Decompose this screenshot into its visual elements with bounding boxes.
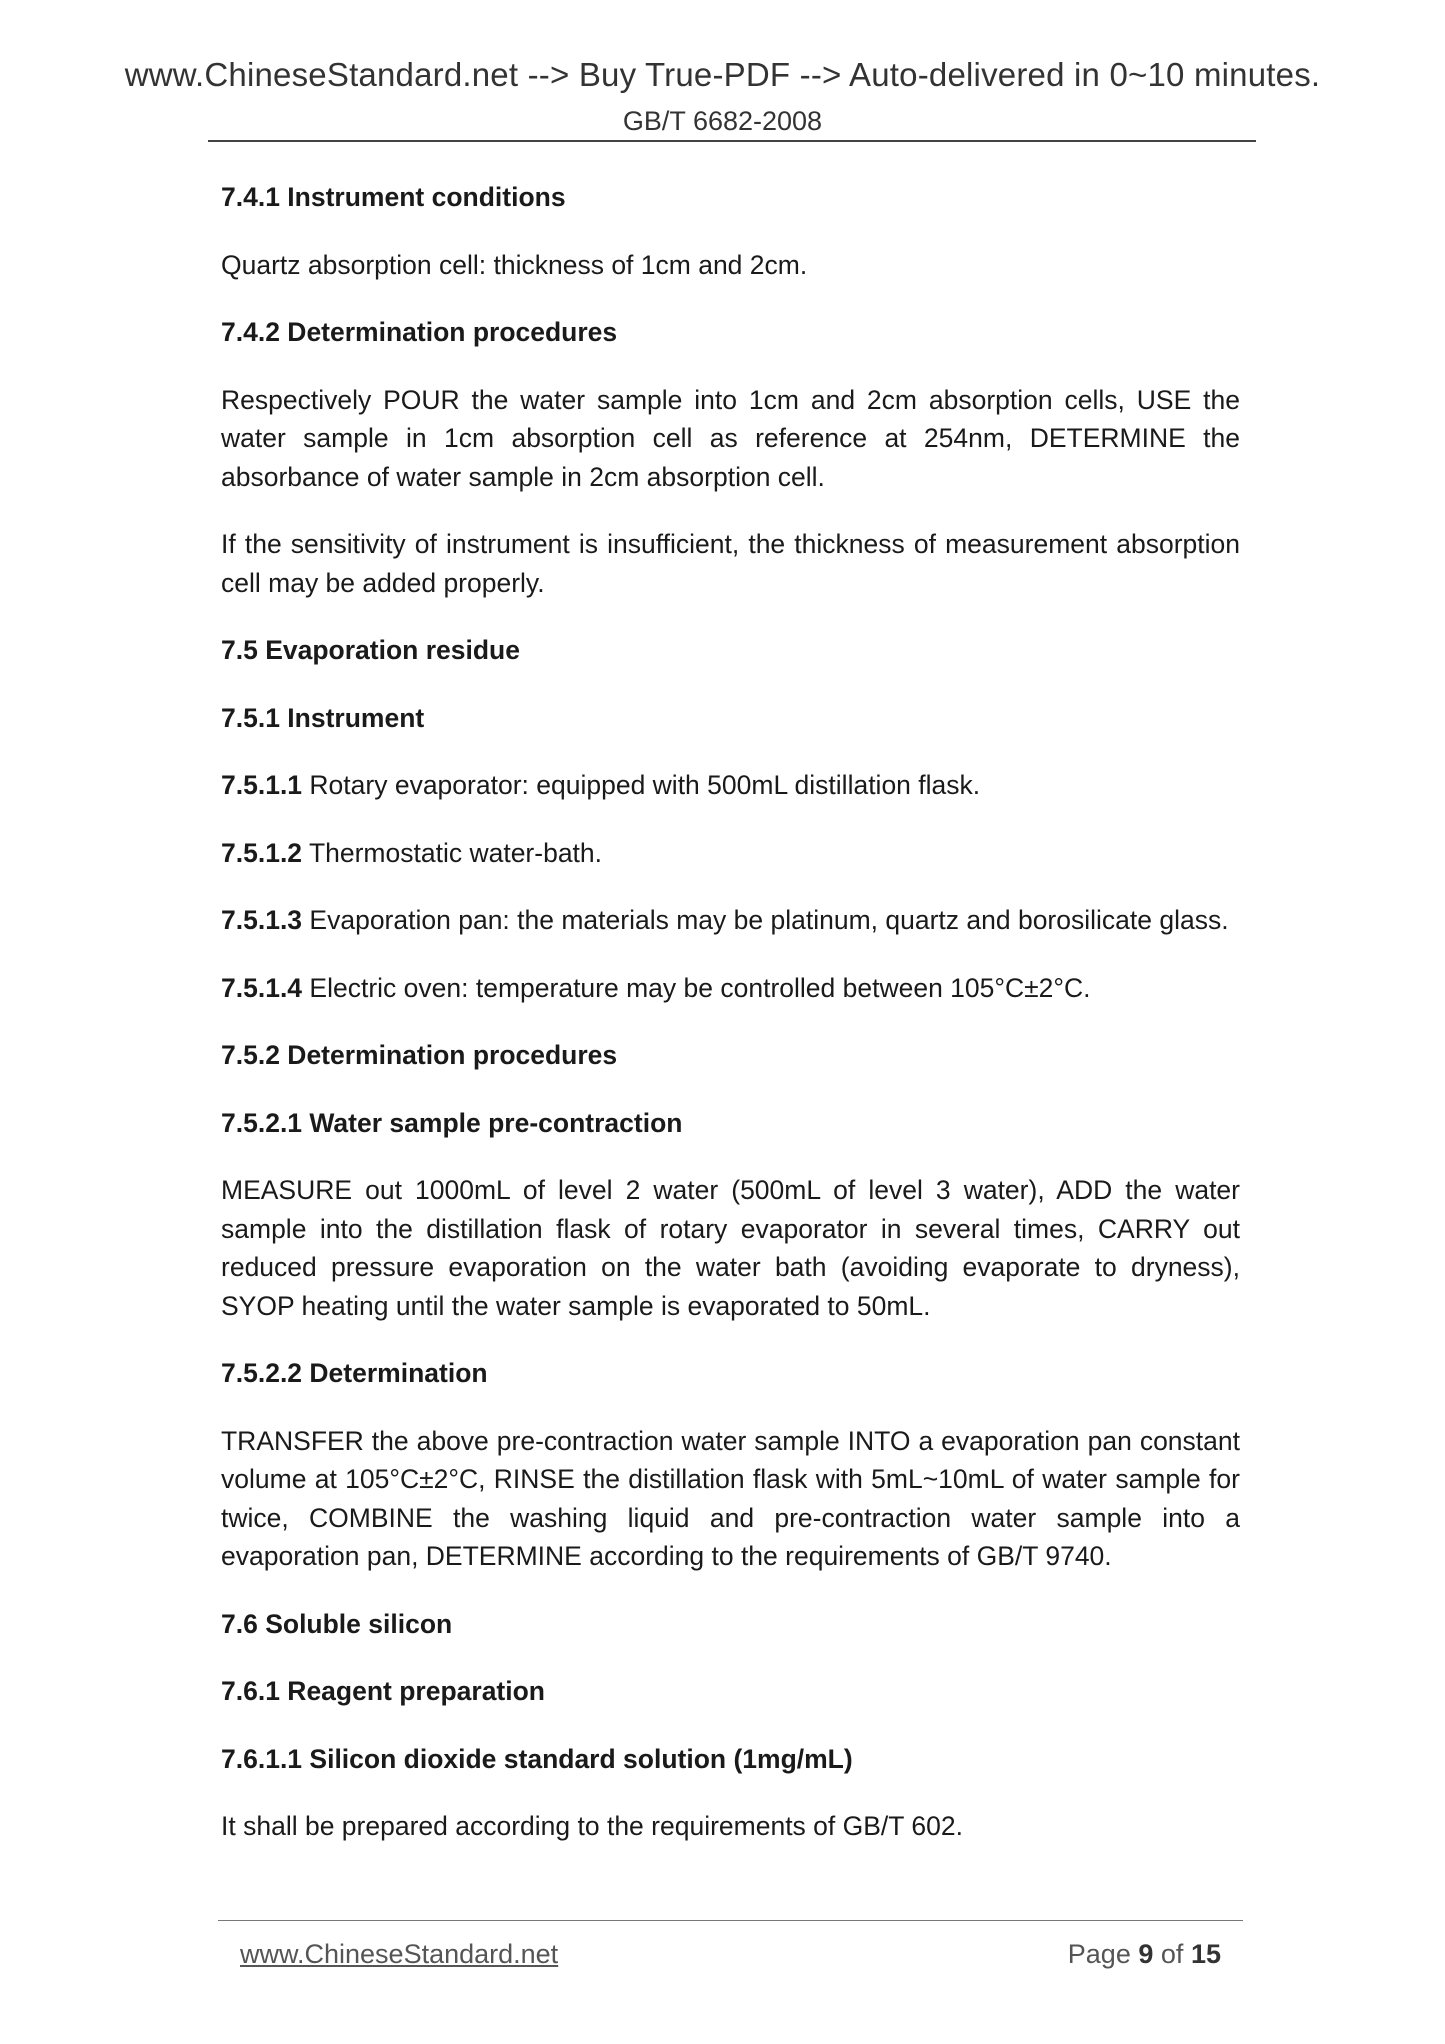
header-divider <box>208 140 1256 142</box>
clause-text: Electric oven: temperature may be controlled between 105°C±2°C. <box>309 972 1091 1003</box>
paragraph: If the sensitivity of instrument is insufficient, the thickness of measurement absorption cell may be added properly. <box>221 529 1240 598</box>
page-word: Page <box>1067 1939 1131 1969</box>
paragraph: MEASURE out 1000mL of level 2 water (500mL of level 3 water), ADD the water sample into the distillation flask of rotary evaporator in several times, CARRY out reduced pressure evaporation on the water bath (avoiding evaporate to dryness), SYOP heating until the water sample is evaporated to 50mL. <box>221 1175 1240 1321</box>
section-heading-7-5-2-1: 7.5.2.1 Water sample pre-contraction <box>221 1107 683 1138</box>
paragraph: Quartz absorption cell: thickness of 1cm and 2cm. <box>221 249 808 280</box>
clause-text: Rotary evaporator: equipped with 500mL distillation flask. <box>309 770 981 800</box>
section-heading-7-5-2: 7.5.2 Determination procedures <box>221 1040 618 1070</box>
paragraph: TRANSFER the above pre-contraction water sample INTO a evaporation pan constant volume at 105°C±2°C, RINSE the distillation flask with 5mL~10mL of water sample for twice, COMBINE the washing liquid and pre-contraction water sample into a evaporation pan, DETERMINE according to the requirements of GB/T 9740. <box>221 1425 1240 1571</box>
clause-text: Thermostatic water-bath. <box>308 837 603 868</box>
clause-number: 7.5.1.2 <box>221 837 303 868</box>
clause-text: Evaporation pan: the materials may be platinum, quartz and borosilicate glass. <box>309 905 1229 935</box>
section-heading-7-5-2-2: 7.5.2.2 Determination <box>221 1358 488 1388</box>
page-total: 15 <box>1190 1939 1221 1969</box>
section-heading-7-5-1: 7.5.1 Instrument <box>221 702 425 733</box>
clause-7-5-1-3 <box>221 901 1240 940</box>
section-heading-7-5: 7.5 Evaporation residue <box>221 635 520 665</box>
clause-number: 7.5.1.1 <box>221 770 303 800</box>
document-body <box>221 178 1240 1875</box>
paragraph: Respectively POUR the water sample into 1cm and 2cm absorption cells, USE the water sample in 1cm absorption cell as reference at 254nm, DETERMINE the absorbance of water sample in 2cm absorption cell. <box>221 384 1240 492</box>
section-heading-7-6: 7.6 Soluble silicon <box>221 1608 453 1639</box>
clause-7-5-1-4 <box>221 969 1240 1008</box>
paragraph: It shall be prepared according to the requirements of GB/T 602. <box>221 1811 963 1841</box>
section-heading-7-4-1: 7.4.1 Instrument conditions <box>221 182 566 212</box>
page-of: of <box>1160 1939 1184 1969</box>
clause-number: 7.5.1.3 <box>221 905 303 935</box>
section-heading-7-4-2: 7.4.2 Determination procedures <box>221 317 618 347</box>
header-banner[interactable]: www.ChineseStandard.net --> Buy True-PDF --> Auto-delivered in 0~10 minutes. <box>124 56 1321 93</box>
section-heading-7-6-1-1: 7.6.1.1 Silicon dioxide standard solution (1mg/mL) <box>221 1743 853 1774</box>
footer-divider <box>218 1920 1243 1921</box>
section-heading-7-6-1: 7.6.1 Reagent preparation <box>221 1676 545 1706</box>
page-current: 9 <box>1138 1939 1154 1969</box>
page-indicator <box>1068 1939 1221 1970</box>
footer-link[interactable]: www.ChineseStandard.net <box>240 1939 559 1969</box>
clause-number: 7.5.1.4 <box>221 972 303 1003</box>
clause-7-5-1-2 <box>221 834 1240 873</box>
clause-7-5-1-1 <box>221 766 1240 805</box>
standard-code: GB/T 6682-2008 <box>622 106 823 136</box>
